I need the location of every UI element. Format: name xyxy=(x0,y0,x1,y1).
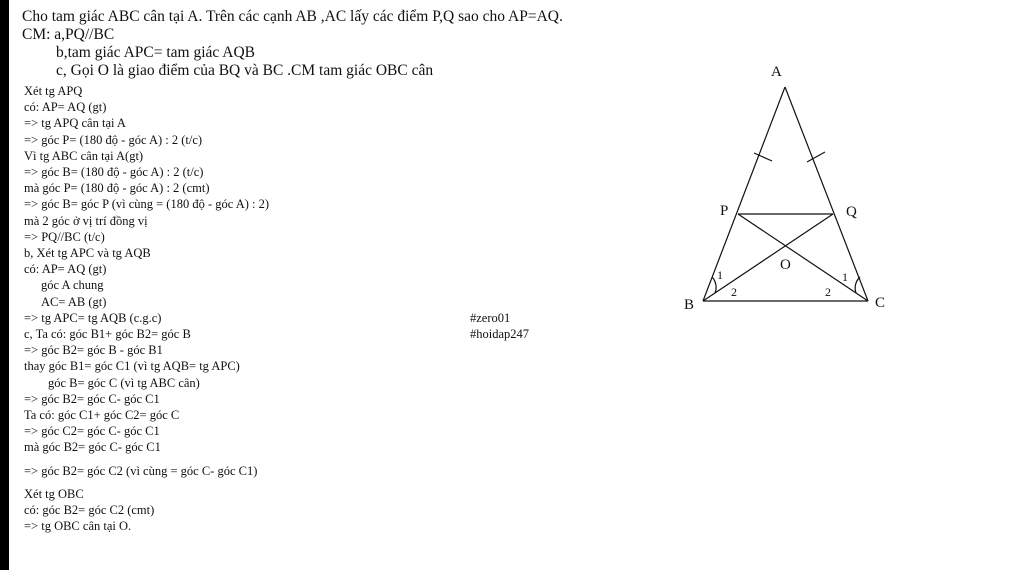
solution-line: => góc B2= góc C- góc C1 xyxy=(24,391,160,406)
solution-line: b, Xét tg APC và tg AQB xyxy=(24,246,151,261)
side-ac xyxy=(785,87,868,301)
hashtags xyxy=(470,310,529,342)
solution-line: => góc B= góc P (vì cùng = (180 độ - góc A) : 2) xyxy=(24,197,270,212)
solution-line: => tg APQ cân tại A xyxy=(24,116,126,131)
angle-label-b2: 2 xyxy=(731,285,737,299)
left-border-bar xyxy=(0,0,9,570)
solution-line: AC= AB (gt) xyxy=(41,294,107,309)
solution-line: góc A chung xyxy=(41,278,104,293)
problem-line-1: Cho tam giác ABC cân tại A. Trên các cạnh AB ,AC lấy các điểm P,Q sao cho AP=AQ. xyxy=(22,8,563,25)
label-a: A xyxy=(771,64,782,80)
hashtag-zero01: #zero01 xyxy=(470,311,511,325)
side-ab xyxy=(703,87,785,301)
solution-line: có: AP= AQ (gt) xyxy=(24,100,107,115)
solution-line: Xét tg APQ xyxy=(24,84,83,98)
label-o: O xyxy=(780,257,791,273)
solution-line: mà góc P= (180 độ - góc A) : 2 (cmt) xyxy=(24,181,210,196)
spacer xyxy=(24,479,269,486)
solution-text xyxy=(24,83,269,534)
solution-line: thay góc B1= góc C1 (vì tg AQB= tg APC) xyxy=(24,359,240,374)
angle-label-b1: 1 xyxy=(717,268,723,282)
solution-line: góc B= góc C (vì tg ABC cân) xyxy=(48,375,200,390)
solution-line: => góc P= (180 độ - góc A) : 2 (t/c) xyxy=(24,132,203,147)
angle-label-c1: 1 xyxy=(842,270,848,284)
problem-line-3: b,tam giác APC= tam giác AQB xyxy=(56,44,256,61)
problem-statement xyxy=(22,8,563,80)
solution-line: => góc B= (180 độ - góc A) : 2 (t/c) xyxy=(24,165,204,180)
solution-line: => góc C2= góc C- góc C1 xyxy=(24,424,160,439)
solution-line: c, Ta có: góc B1+ góc B2= góc B xyxy=(24,327,191,342)
solution-line: Vì tg ABC cân tại A(gt) xyxy=(24,148,144,163)
problem-line-2: CM: a,PQ//BC xyxy=(22,26,115,43)
hashtag-hoidap247: #hoidap247 xyxy=(470,327,530,342)
solution-line: => góc B2= góc C2 (vì cùng = góc C- góc C1) xyxy=(24,463,258,478)
label-p: P xyxy=(720,203,729,219)
triangle-figure xyxy=(670,60,910,320)
solution-line: => tg OBC cân tại O. xyxy=(24,519,132,534)
solution-line: => góc B2= góc B - góc B1 xyxy=(24,343,163,358)
label-q: Q xyxy=(846,204,857,220)
label-b: B xyxy=(684,297,695,313)
angle-arc-b1 xyxy=(712,277,716,293)
solution-line: => tg APC= tg AQB (c.g.c) xyxy=(24,310,162,325)
segment-cp xyxy=(738,214,868,301)
solution-line: => PQ//BC (t/c) xyxy=(24,229,105,244)
solution-line: có: góc B2= góc C2 (cmt) xyxy=(24,503,155,518)
solution-line: Ta có: góc C1+ góc C2= góc C xyxy=(24,408,180,423)
problem-line-4: c, Gọi O là giao điểm của BQ và BC .CM tam giác OBC cân xyxy=(56,62,434,79)
solution-line: Xét tg OBC xyxy=(24,486,84,501)
angle-label-c2: 2 xyxy=(825,285,831,299)
solution-line: mà góc B2= góc C- góc C1 xyxy=(24,440,161,455)
solution-line: mà 2 góc ở vị trí đồng vị xyxy=(24,213,148,228)
solution-line: có: AP= AQ (gt) xyxy=(24,262,107,277)
label-c: C xyxy=(875,295,886,311)
spacer xyxy=(24,456,269,463)
segment-bq xyxy=(703,214,833,301)
tick-mark-aq xyxy=(807,152,825,162)
